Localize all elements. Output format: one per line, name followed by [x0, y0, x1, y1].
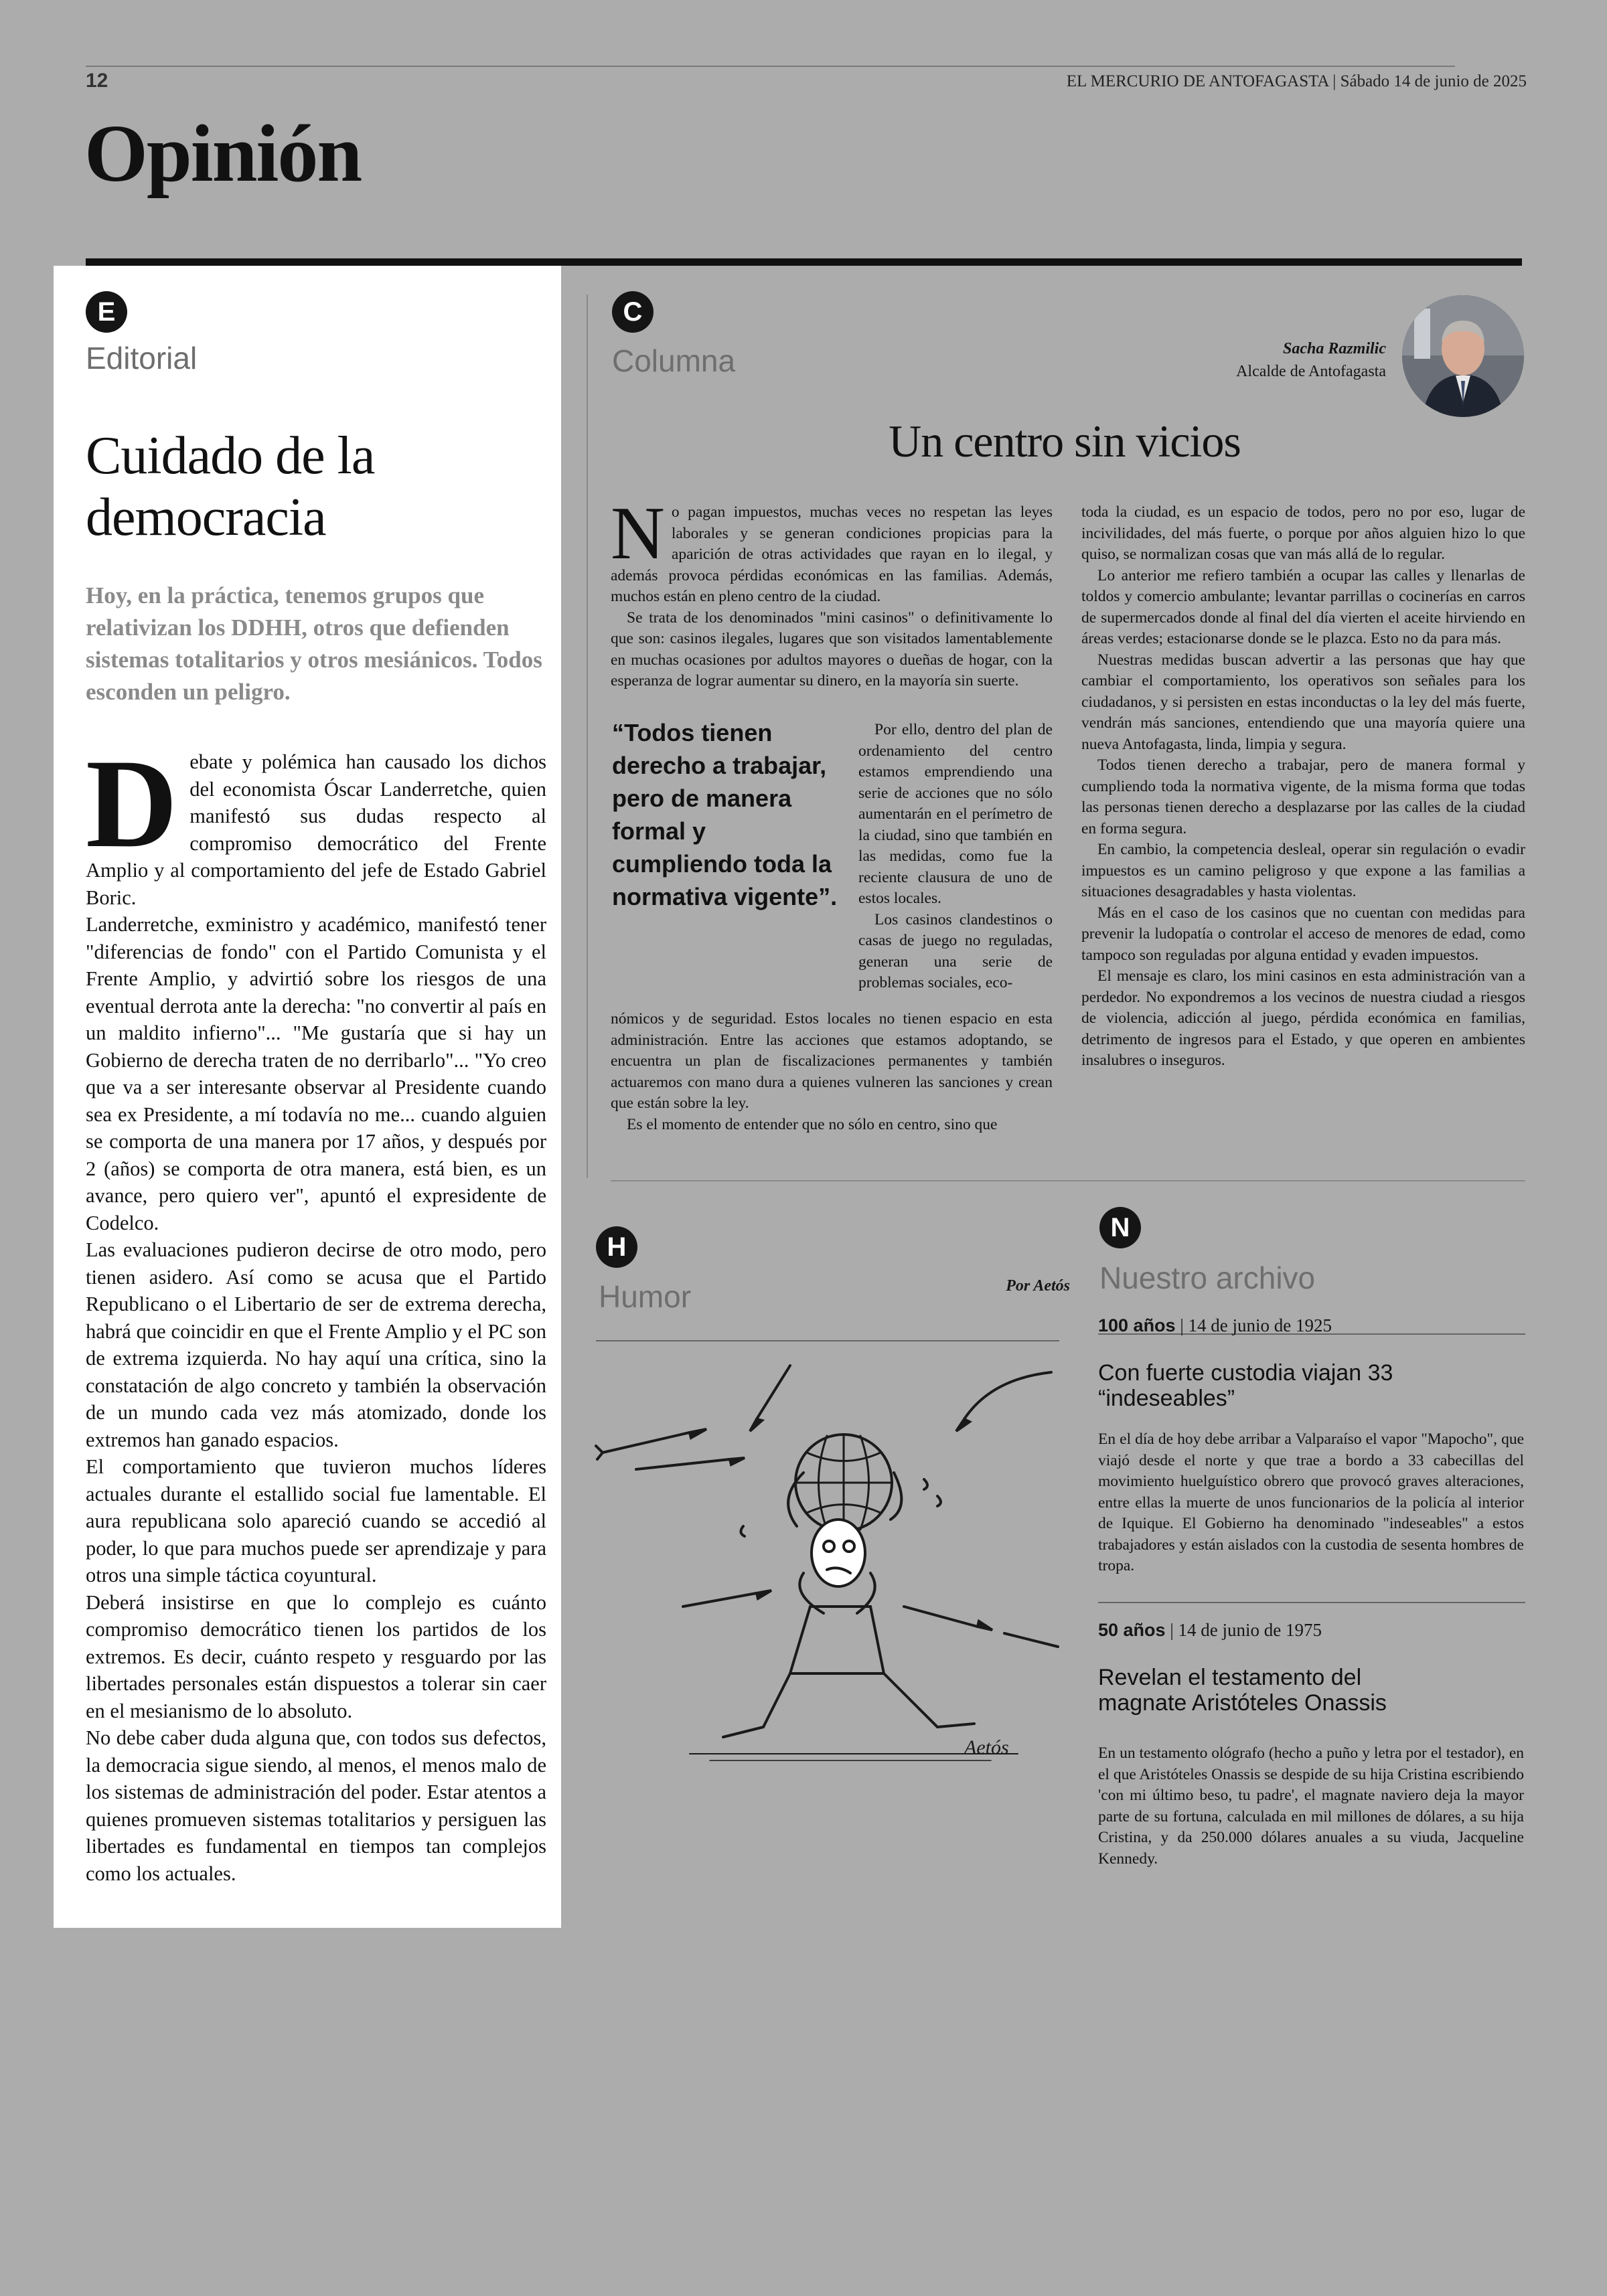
column-body-right — [1081, 502, 1525, 1072]
humor-credit: Por Aetós — [1006, 1277, 1070, 1295]
section-title: Opinión — [84, 108, 362, 199]
column-paragraph: Lo anterior me refiero también a ocupar las calles y llenarlas de toldos y comercio ambulante; levantar parrillas o cocinerías en carros de supermercados donde al final del día vierten el aceite hirviendo en áreas verdes; estacionarse donde se le plazca. Esto no da para más. — [1081, 566, 1525, 647]
archivo-years: 100 años — [1098, 1315, 1176, 1335]
archivo-rule — [1098, 1602, 1525, 1603]
cartoon-illustration — [589, 1352, 1071, 1807]
column-body-left — [611, 492, 1053, 692]
archivo-item-meta: 100 años | 14 de junio de 1925 — [1098, 1315, 1332, 1335]
archivo-item-body: En el día de hoy debe arribar a Valparaíso el vapor "Mapocho", que viajó desde el norte y que trae a bordo a 33 cabecillas del movimiento huelguístico obrero que provocó graves alteraciones, entre ellas la muerte de unos funcionarios de la policía al interior de Iquique. El Gobierno ha denominado "indeseables" a estos trabajadores y están aislados con la custodia de sesenta hombres de tropa. — [1098, 1430, 1524, 1574]
column-paragraph: En cambio, la competencia desleal, operar sin regulación o evadir impuestos es un camino peligroso y que expone a las familias a situaciones desagradables y hasta violentas. — [1081, 841, 1525, 900]
editorial-paragraph: Landerretche, exministro y académico, manifestó tener "diferencias de fondo" con el Partido Comunista y el Frente Amplio, y advirtió sobre los riesgos de una eventual derrota ante la derecha: "no convertir al país en un maldito infierno"... "Me gustaría que si hay un Gobierno de derecha traten de no derribarlo"... "Yo creo que va a ser interesante observar al Presidente cuando sea ex Presidente, a mí todavía no me... cuando alguien se comporta de una manera por 17 años, y después por 2 (años) se comporta de otra manera, está bien, es un avance, pero quiero ver", apuntó el expresidente de Codelco. — [86, 913, 546, 1234]
column-body-narrow — [858, 720, 1053, 994]
humor-kicker: Humor — [599, 1279, 692, 1314]
editorial-kicker: Editorial — [86, 341, 198, 376]
editorial-paragraph: El comportamiento que tuvieron muchos líderes actuales durante el estallido social fue lamentable. El aura republicana solo apareció cuando se accedió al poder, lo que para muchos puede ser aprendizaje y para otros una simple táctica coyuntural. — [86, 1455, 546, 1586]
page-number: 12 — [86, 70, 108, 92]
archivo-item-title: Con fuerte custodia viajan 33 “indeseables” — [1098, 1360, 1393, 1411]
archivo-kicker: Nuestro archivo — [1099, 1260, 1316, 1295]
paper-date: EL MERCURIO DE ANTOFAGASTA | Sábado 14 de junio de 2025 — [1066, 72, 1527, 90]
column-paragraph: Se trata de los denominados "mini casinos" o definitivamente lo que son: casinos ilegales, lugares que son visitados lamentablemente en muchas ocasiones por adultos mayores o dueñas de hogar, con la esperanza de lograr aumentar su dinero, en la mayoría sin suerte. — [611, 608, 1053, 689]
missile-icon — [596, 1429, 706, 1459]
column-headline: Un centro sin vicios — [889, 416, 1241, 467]
editorial-dropcap: D — [86, 734, 178, 874]
humor-badge: H — [596, 1226, 637, 1268]
column-paragraph: El mensaje es claro, los mini casinos en esta administración van a perdedor. No expondremos a los vecinos de nuestra ciudad a riesgos de violencia, adicción al juego, pérdida económica en familias, detrimento de ingresos para el Estado, y que operen en ambientes insalubres o inseguros. — [1081, 967, 1525, 1069]
humor-rule — [596, 1340, 1059, 1341]
section-rule — [86, 258, 1522, 266]
editorial-paragraph: Deberá insistirse en que lo complejo es cuánto compromiso democrático tienen los partidos de los extremos. Es decir, cuánto respeto y resguardo por las libertades personales están dispuestos a tolerar sin caer en el mesianismo de lo absoluto. — [86, 1590, 546, 1722]
column-divider — [587, 295, 588, 1178]
archivo-item-body: En un testamento ológrafo (hecho a puño y letra por el testador), en el que Aristóteles Onassis se despide de su hija Cristina escribiendo 'con mi último beso, tu padre', el magnate naviero deja la mayor parte de su fortuna, calculada en mil millones de dólares, a su hija Cristina, y da 250.000 dólares anuales a su viuda, Jacqueline Kennedy. — [1098, 1744, 1524, 1868]
column-paragraph: Los casinos clandestinos o casas de juego no reguladas, generan una serie de problemas sociales, eco- — [858, 910, 1053, 991]
missile-icon — [904, 1607, 992, 1630]
editorial-paragraph: No debe caber duda alguna que, con todos sus defectos, la democracia sigue siendo, al menos, el menos malo de los sistemas de administración del poder. Estar atentos a quienes promueven sistemas totalitarios y persiguen las libertades es fundamental en tiempos tan complejos como los actuales. — [86, 1726, 546, 1885]
missile-icon — [683, 1590, 771, 1607]
column-bottom-rule — [611, 1180, 1525, 1181]
column-paragraph: o pagan impuestos, muchas veces no respetan las leyes laborales y se generan condiciones propicias para la aparición de otras actividades que rayan en lo ilegal, y además provoca pérdidas económicas en las familias. Además, muchos están en pleno centro de la ciudad. — [611, 503, 1053, 605]
column-paragraph: Por ello, dentro del plan de ordenamiento del centro estamos emprendiendo una serie de acciones que no sólo aumentarán en el perímetro de la ciudad, sino que también en las medidas, como fue la reciente clausura de uno de estos locales. — [858, 721, 1053, 907]
author-role: Alcalde de Antofagasta — [1236, 363, 1386, 380]
archivo-years: 50 años — [1098, 1620, 1166, 1640]
editorial-deck: Hoy, en la práctica, tenemos grupos que relativizan los DDHH, otros que defienden sistemas totalitarios y otros mesiánicos. Todos esconden un peligro. — [86, 582, 542, 705]
top-rule — [86, 66, 1455, 67]
column-dropcap: N — [611, 492, 665, 575]
editorial-paragraph: ebate y polémica han causado los dichos del economista Óscar Landerretche, quien manifestó sus dudas respecto al compromiso democrático del Frente Amplio y al comportamiento del jefe de Estado Gabriel Boric. — [86, 750, 546, 909]
column-body-bottom — [611, 1009, 1053, 1135]
pull-quote: “Todos tienen derecho a trabajar, pero de manera formal y cumpliendo toda la normativa vigente”. — [612, 719, 838, 910]
column-paragraph: Más en el caso de los casinos que no cuentan con medidas para prevenir la ludopatía o controlar el acceso de menores de edad, como tampoco son reguladas por alguna entidad y evaden impuestos. — [1081, 904, 1525, 964]
column-kicker: Columna — [612, 343, 736, 378]
editorial-badge: E — [86, 291, 127, 333]
missile-icon — [636, 1458, 745, 1469]
missile-icon — [750, 1366, 790, 1431]
missile-icon — [956, 1372, 1051, 1431]
cartoon-signature: Aetós — [964, 1736, 1009, 1758]
column-paragraph: Todos tienen derecho a trabajar, pero de manera formal y cumpliendo toda la normativa vigente, de la misma forma que todas las personas tienen derecho a desplazarse por las calles de la ciudad en forma segura. — [1081, 756, 1525, 837]
author-name: Sacha Razmilic — [1282, 340, 1386, 357]
author-photo — [1402, 295, 1524, 417]
missile-icon — [1004, 1633, 1058, 1647]
archivo-date: 14 de junio de 1975 — [1178, 1620, 1322, 1640]
archivo-badge: N — [1099, 1207, 1141, 1248]
column-paragraph: Es el momento de entender que no sólo en centro, sino que — [627, 1115, 998, 1133]
archivo-date: 14 de junio de 1925 — [1188, 1315, 1332, 1335]
column-paragraph: toda la ciudad, es un espacio de todos, pero no por eso, lugar de incivilidades, del más fuerte, o porque por años alguien hizo lo que quiso, se normalizan cosas que van más allá de lo regular. — [1081, 503, 1525, 563]
archivo-item-meta: 50 años | 14 de junio de 1975 — [1098, 1620, 1322, 1640]
archivo-item-title: Revelan el testamento del magnate Aristóteles Onassis — [1098, 1665, 1387, 1716]
column-paragraph: Nuestras medidas buscan advertir a las personas que hay que cambiar el comportamiento, los operativos son señales para los ciudadanos, y si persisten en estas inconductas o la ley del más fuerte, vendrán más sanciones, entendiendo que una mayoría quiere una nueva Antofagasta, linda, limpia y segura. — [1081, 651, 1525, 753]
editorial-headline: Cuidado de la democracia — [86, 426, 375, 547]
editorial-body — [86, 734, 546, 1887]
column-paragraph: nómicos y de seguridad. Estos locales no tienen espacio en esta administración. Entre las acciones que estamos adoptando, se encuentra un plan de fiscalizaciones permanentes y también actuaremos con mano dura a quienes vulneren las sanciones y crean que están sobre la ley. — [611, 1010, 1053, 1112]
column-badge: C — [612, 291, 654, 333]
editorial-paragraph: Las evaluaciones pudieron decirse de otro modo, pero tienen asidero. Así como se acusa que el Partido Republicano o el Libertario de ser de extrema derecha, habrá que coincidir en que el Frente Amplio y el PC son de extrema izquierda. No hay aquí una crítica, sino la constatación de algo concreto y también la observación de un mundo cada vez más atomizado, donde los extremos han ganado espacios. — [86, 1238, 546, 1451]
